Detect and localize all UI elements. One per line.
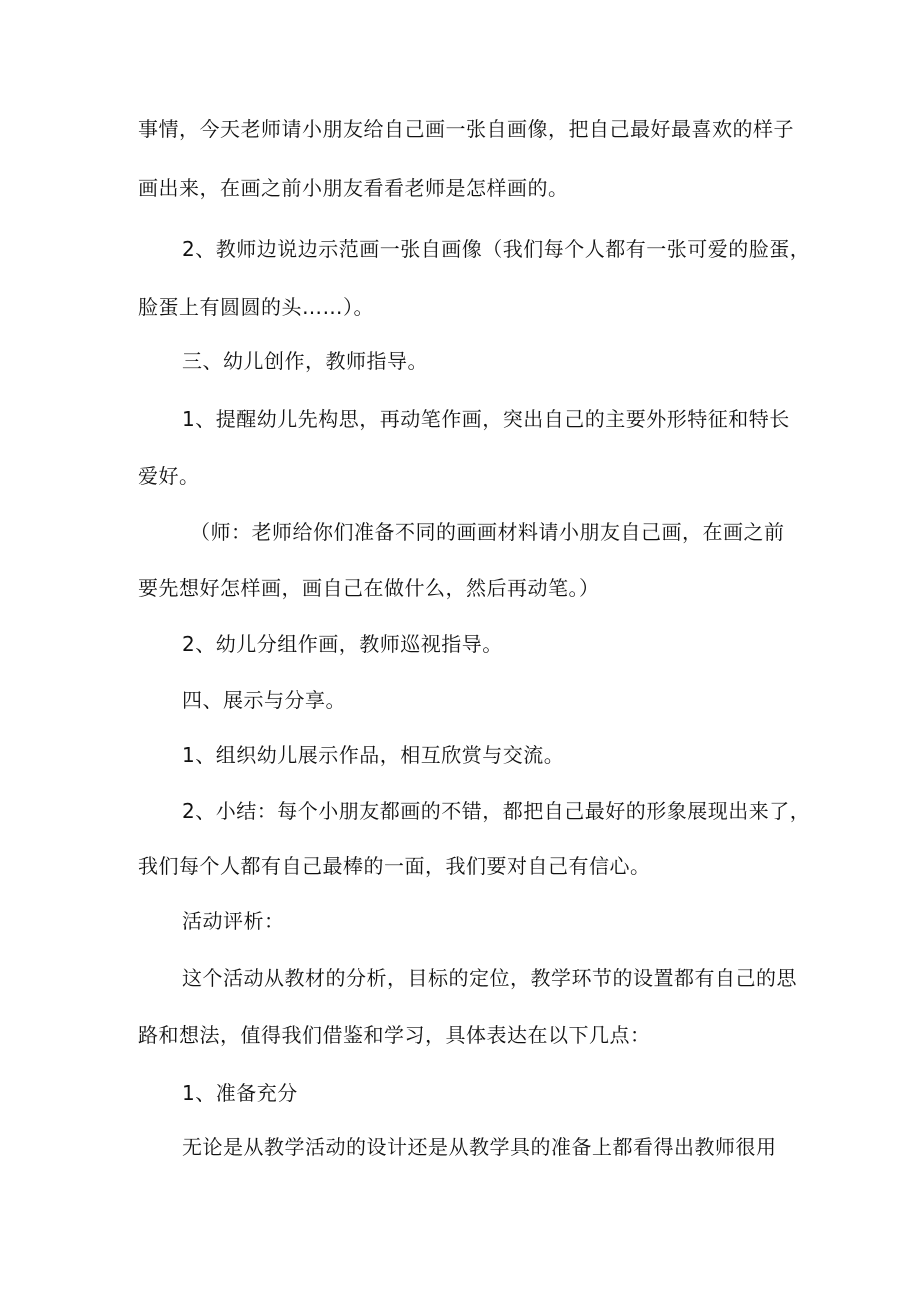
paragraph-line: 路和想法，值得我们借鉴和学习，具体表达在以下几点：: [138, 1023, 651, 1047]
paragraph-line: 1、提醒幼儿先构思，再动笔作画，突出自己的主要外形特征和特长: [182, 407, 790, 431]
subheading: 1、准备充分: [182, 1081, 298, 1105]
paragraph-line: 2、幼儿分组作画，教师巡视指导。: [182, 632, 503, 656]
paragraph-line: 无论是从教学活动的设计还是从教学具的准备上都看得出教师很用: [182, 1135, 777, 1159]
paragraph-line: 我们每个人都有自己最棒的一面，我们要对自己有信心。: [138, 854, 651, 878]
paragraph-line: 爱好。: [138, 464, 200, 488]
paragraph-line: 脸蛋上有圆圆的头……）。: [138, 295, 374, 319]
section-heading: 四、展示与分享。: [182, 688, 346, 712]
paragraph-line: （师：老师给你们准备不同的画画材料请小朋友自己画，在画之前: [190, 520, 785, 544]
paragraph-line: 2、教师边说边示范画一张自画像（我们每个人都有一张可爱的脸蛋，: [182, 237, 811, 261]
section-heading: 三、幼儿创作，教师指导。: [182, 349, 428, 373]
paragraph-line: 1、组织幼儿展示作品，相互欣赏与交流。: [182, 743, 565, 767]
paragraph-line: 事情，今天老师请小朋友给自己画一张自画像，把自己最好最喜欢的样子: [138, 117, 794, 141]
paragraph-line: 2、小结：每个小朋友都画的不错，都把自己最好的形象展现出来了，: [182, 799, 811, 823]
paragraph-line: 这个活动从教材的分析，目标的定位，教学环节的设置都有自己的思: [182, 966, 797, 990]
paragraph-line: 要先想好怎样画，画自己在做什么，然后再动笔。）: [138, 576, 600, 600]
section-heading: 活动评析：: [182, 909, 285, 933]
paragraph-line: 画出来，在画之前小朋友看看老师是怎样画的。: [138, 176, 569, 200]
